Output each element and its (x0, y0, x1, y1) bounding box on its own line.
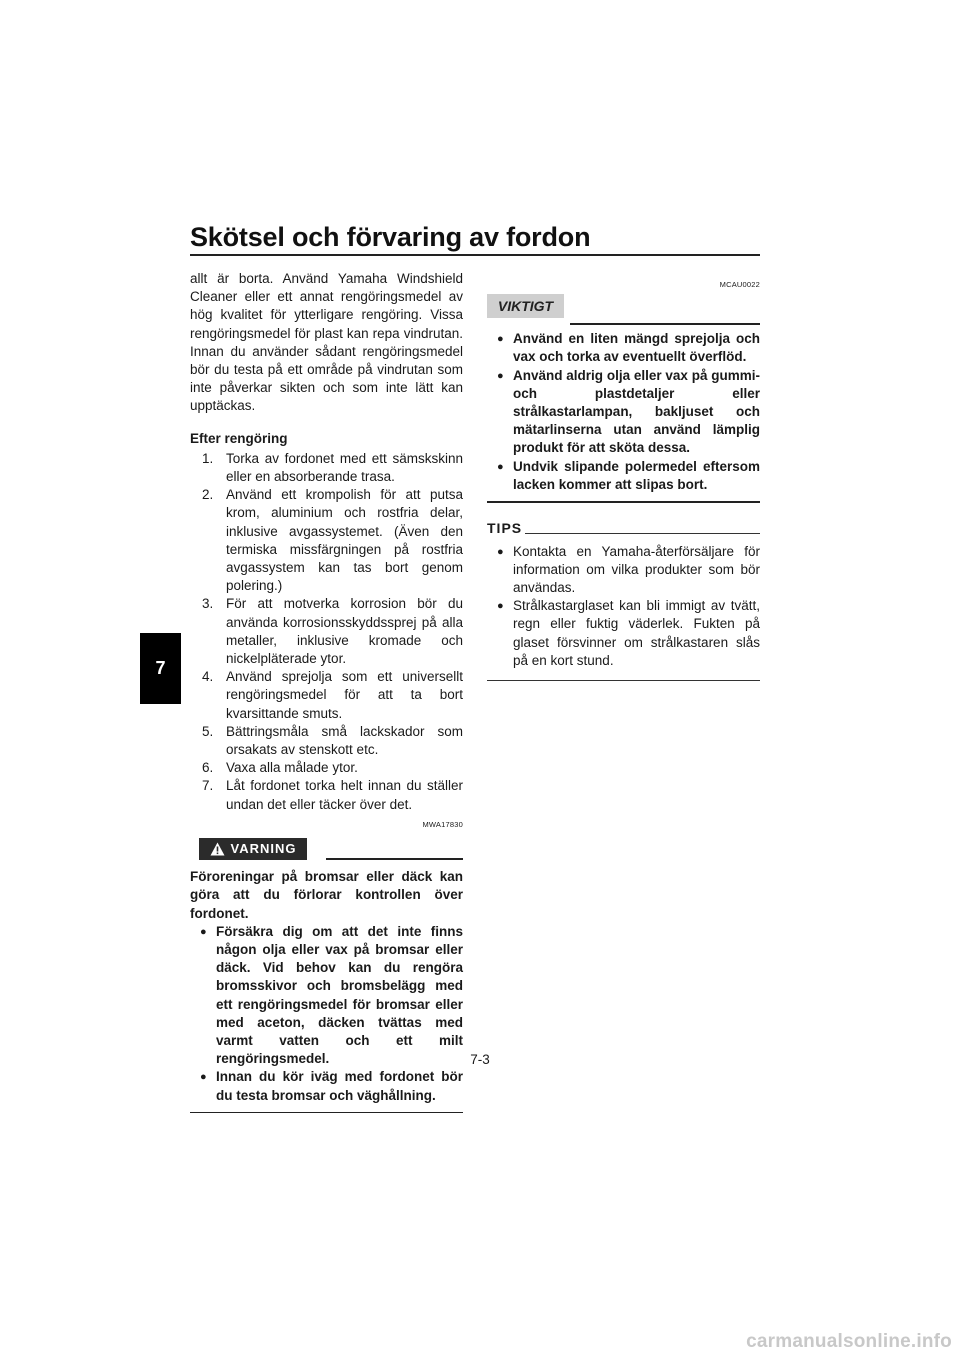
step-text: Använd ett krompolish för att putsa krom, aluminium och rostfria delar, inklusive avgassystemet. (Även den termiska missfärgningen på rostfria avgassystem kan tas bort genom polering.) (226, 487, 463, 594)
bullet-icon: ● (497, 545, 504, 558)
warning-badge (199, 838, 307, 860)
step-text: Låt fordonet torka helt innan du ställer undan det eller täcker över det. (226, 778, 463, 812)
step-number: 1. (202, 450, 214, 466)
list-item (487, 367, 760, 458)
list-item (190, 450, 463, 486)
step-text: Torka av fordonet med ett sämskskinn eller en absorberande trasa. (226, 450, 463, 485)
tips-rule (525, 533, 760, 534)
step-text: För att motverka korrosion bör du använda korrosionsskyddssprej på alla metaller, inklusive kromade och nickelpläterade ytor. (226, 596, 463, 667)
important-list (487, 330, 760, 494)
list-item (190, 723, 463, 759)
list-item (487, 330, 760, 366)
list-item (190, 759, 463, 777)
warning-content (190, 868, 463, 1105)
bullet-icon: ● (497, 369, 504, 382)
section-heading: Efter rengöring (190, 430, 288, 446)
warning-list (190, 923, 463, 1105)
left-column (190, 270, 463, 1113)
list-item (190, 486, 463, 595)
step-text: Bättringsmåla små lackskador som orsakats av stenskott etc. (226, 723, 463, 758)
chapter-number: 7 (155, 658, 166, 678)
important-rule (570, 323, 760, 325)
warning-code: MWA17830 (422, 819, 463, 829)
important-item: Undvik slipande polermedel eftersom lacken kommer att slipas bort. (513, 458, 760, 492)
steps-list (190, 450, 463, 814)
warning-label: VARNING (230, 840, 297, 856)
bullet-icon: ● (497, 333, 504, 346)
important-header (487, 294, 760, 320)
bullet-icon: ● (200, 925, 207, 938)
step-text: Använd sprejolja som ett universellt rengöringsmedel för att ta bort kvarsittande smuts. (226, 669, 463, 721)
tips-header (487, 519, 760, 541)
important-item: Använd en liten mängd sprejolja och vax och torka av eventuellt överflöd. (513, 331, 760, 365)
step-number: 5. (202, 723, 214, 739)
step-number: 7. (202, 778, 214, 794)
important-badge (487, 294, 564, 318)
warning-item: Innan du kör iväg med fordonet bör du testa bromsar och väghållning. (216, 1069, 463, 1103)
watermark: carmanualsonline.info (746, 1331, 952, 1352)
bullet-icon: ● (200, 1071, 207, 1084)
right-column (487, 276, 760, 681)
step-text: Vaxa alla målade ytor. (226, 760, 358, 776)
important-item: Använd aldrig olja eller vax på gummi- och plastdetaljer eller strålkastarlampan, bakljuset och mätarlinserna utan använd lämplig produkt för att sköta dessa. (513, 367, 760, 456)
list-item (190, 668, 463, 723)
important-end-rule (487, 501, 760, 503)
warning-item: Försäkra dig om att det inte finns någon olja eller vax på bromsar eller däck. Vid behov kan du rengöra bromsskivor och bromsbelägg med ett rengöringsmedel för bromsar eller med aceton, däcken tvättas med varmt vatten och ett milt rengöringsmedel. (216, 923, 463, 1067)
tips-label: TIPS (487, 519, 523, 536)
list-item (487, 543, 760, 598)
tips-item: Kontakta en Yamaha-återförsäljare för information om vilka produkter som bör användas. (513, 543, 760, 595)
important-content (487, 330, 760, 494)
tips-list (487, 543, 760, 670)
page-number: 7-3 (470, 1052, 490, 1067)
important-label: VIKTIGT (497, 298, 554, 315)
chapter-tab (140, 633, 181, 704)
title-rule (190, 254, 760, 256)
list-item (190, 595, 463, 668)
page-title: Skötsel och förvaring av fordon (190, 222, 591, 252)
tips-item: Strålkastarglaset kan bli immigt av tvätt, regn eller fuktig väderlek. Fukten på glaset försvinner om strålkastaren slås på en kort stund. (513, 598, 760, 668)
list-item (190, 777, 463, 813)
warning-triangle-icon (210, 842, 225, 856)
step-number: 3. (202, 596, 214, 612)
warning-rule (326, 858, 463, 860)
intro-paragraph: allt är borta. Använd Yamaha Windshield Cleaner eller ett annat rengöringsmedel av hög kvalitet för ytterligare rengöring. Vissa rengöringsmedel för plast kan repa vindrutan. Innan du använder sådant rengöringsmedel bör du testa på ett område på vindrutan som inte påverkar sikten och som inte lätt kan upptäckas. (190, 271, 463, 414)
list-item (190, 1068, 463, 1104)
list-item (190, 923, 463, 1069)
tips-end-rule (487, 680, 760, 681)
list-item (487, 458, 760, 494)
warning-header (190, 838, 463, 864)
list-item (487, 597, 760, 670)
bullet-icon: ● (497, 460, 504, 473)
step-number: 2. (202, 487, 214, 503)
step-number: 6. (202, 760, 214, 776)
bullet-icon: ● (497, 600, 504, 613)
step-number: 4. (202, 669, 214, 685)
warning-end-rule (190, 1112, 463, 1114)
warning-lead: Föroreningar på bromsar eller däck kan göra att du förlorar kontrollen över fordonet. (190, 869, 463, 921)
important-code: MCAU0022 (719, 280, 760, 289)
